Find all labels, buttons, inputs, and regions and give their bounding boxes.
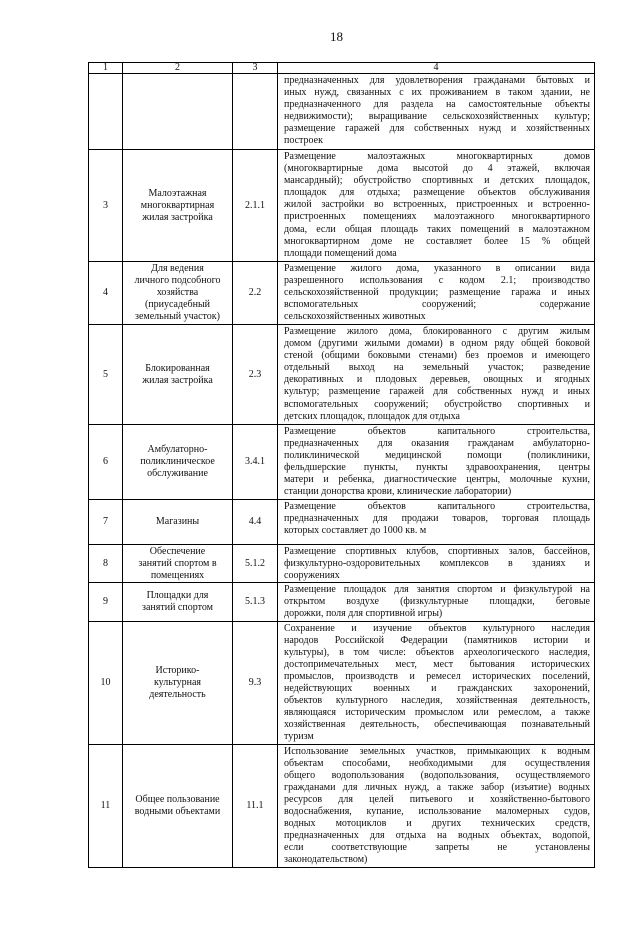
description-line: предназначенного для раздела на самостоятельные объекты [284,99,590,111]
row-number: 7 [89,500,123,545]
land-use-name-line: деятельность [149,688,206,700]
land-use-name-line: Историко- [155,664,200,676]
table-header-row [89,63,595,74]
description-line: Сохранение и изучение объектов культурного наследия [284,622,590,634]
row-number: 10 [89,621,123,744]
description-line: предназначенных для удовлетворения гражданами бытовых и [284,75,590,86]
row-number: 3 [89,150,123,262]
land-use-name-line: (приусадебный [144,299,211,310]
land-use-name-line: Общее пользование [135,793,220,805]
land-use-name [123,744,233,867]
description-line: дома, если общая площадь таких помещений в малоэтажном [284,223,590,235]
description-line: объектам способами, необходимыми для осуществления [284,757,590,769]
description-line: достопримечательных мест, мест бытования исторических [284,658,590,670]
land-use-description [278,425,595,500]
description-line: Размещение малоэтажных многоквартирных домов [284,151,590,162]
description-line: промыслов, производств и ремесел исторических поселений, [284,670,590,682]
land-use-name-line: Амбулаторно- [147,444,208,455]
description-line: мансардный); обустройство спортивных и детских площадок, [284,175,590,187]
table-row [89,500,595,545]
header-col-1: 1 [89,63,123,74]
land-use-code: 3.4.1 [233,425,278,500]
land-use-name-line: хозяйства [156,287,199,298]
land-use-code: 5.1.2 [233,545,278,583]
description-line: предназначенных для продажи товаров, торговая площадь [284,513,590,525]
description-line: дорожки, поля для спортивной игры) [284,608,443,620]
description-line: физкультурно-оздоровительных комплексов в зданиях и [284,558,590,570]
land-use-name-line: Для ведения [151,263,204,274]
land-use-name-line: Блокированная [145,362,210,374]
description-line: культур; размещение гаражей для собственных нужд и иных [284,386,590,398]
land-use-name-line: Обеспечение [149,545,206,557]
description-line: стеной (общими боковыми стенами) без проемов и имеющего [284,350,590,362]
description-line: пристроенных помещениях малоэтажного многоквартирного [284,211,590,223]
description-line: размещение гаражей для собственных нужд и хозяйственных [284,123,590,135]
land-use-name [123,262,233,325]
description-line: станции донорства крови, клинические лаборатории) [284,486,512,498]
description-line: поликлинической медицинской помощи (поликлиники, [284,450,590,462]
land-use-name [123,150,233,262]
description-line: предназначенных для отдыха на водных объектах, водопой, [284,830,590,842]
row-number [89,74,123,150]
description-line: ресурсов для целей питьевого и хозяйственно-бытового [284,793,590,805]
description-line: законодательством) [284,854,368,866]
description-line: недействующих военных и гражданских захоронений, [284,683,590,695]
land-use-description [278,621,595,744]
description-line: Размещение жилого дома, указанного в описании вида [284,263,590,274]
table-row [89,545,595,583]
row-number: 11 [89,744,123,867]
description-line: туризм [284,731,314,743]
description-line: водных мотоциклов и других технических средств, [284,818,590,830]
land-use-description [278,500,595,545]
description-line: хозяйственная деятельность, обеспечивающая познавательный [284,719,590,731]
description-line: являющаяся историческим промыслом или ремеслом, а также [284,707,590,719]
header-col-3: 3 [233,63,278,74]
table-row [89,325,595,425]
land-use-name-line: Магазины [155,516,200,527]
land-use-code: 4.4 [233,500,278,545]
land-use-name-line: водными объектами [134,805,221,817]
land-use-description [278,583,595,621]
land-use-name-line: жилая застройка [142,211,213,223]
land-use-name [123,621,233,744]
land-use-code: 9.3 [233,621,278,744]
description-line: если соответствующие запреты не установлены [284,842,590,854]
land-use-table [88,62,595,868]
description-line: общего водопользования (водопользования, осуществляемого [284,769,590,781]
description-line: (многоквартирные дома высотой до 4 этажей, включая [284,163,590,175]
land-use-name-line: многоквартирная [140,199,215,211]
description-line: домом (другими жилыми домами) в одном ряду общей боковой [284,338,590,350]
land-use-description [278,325,595,425]
land-use-code: 2.1.1 [233,150,278,262]
description-line: объектов культурного наследия, хозяйственная деятельность, [284,695,590,707]
description-line: вспомогательных сооружений; содержание [284,299,590,311]
row-number: 6 [89,425,123,500]
land-use-description [278,744,595,867]
table-row [89,425,595,500]
land-use-name-line: культурная [153,676,202,688]
table-row [89,74,595,150]
page-number: 18 [330,29,343,44]
land-use-code: 11.1 [233,744,278,867]
land-use-name-line: занятий спортом [142,601,213,613]
description-line: предназначенных для оказания гражданам амбулаторно- [284,438,590,450]
description-line: построек [284,135,323,147]
land-use-name [123,425,233,500]
land-use-name [123,583,233,621]
description-line: вспомогательных сооружений; обустройство спортивных и [284,398,590,410]
land-use-name [123,500,233,545]
description-line: гражданами для личных нужд, а также забор (изъятие) водных [284,781,590,793]
row-number: 8 [89,545,123,583]
land-use-description [278,74,595,150]
land-use-name [123,545,233,583]
description-line: фельдшерские пункты, пункты здравоохранения, центры [284,462,590,474]
description-line: которых составляет до 1000 кв. м [284,525,427,537]
row-number: 9 [89,583,123,621]
land-use-name-line: земельный участок) [135,311,220,322]
description-line: сельскохозяйственных животных [284,311,426,323]
land-use-description [278,545,595,583]
description-line: Использование земельных участков, примыкающих к водным [284,745,590,757]
description-line: недвижимости); выращивание сельскохозяйственных культур; [284,111,590,123]
description-line: жилой застройки во встроенных, пристроенных и встроенно- [284,199,590,211]
land-use-description [278,150,595,262]
description-line: площадок для отдыха; размещение объектов обслуживания [284,187,590,199]
land-use-name-line: личного подсобного [134,275,221,286]
description-line: площади помещений дома [284,247,397,259]
description-line: декоративных и плодовых деревьев, овощных и ягодных [284,374,590,386]
land-use-name-line: занятий спортом в [138,557,217,569]
description-line: детских площадок, площадок для отдыха [284,410,460,422]
description-line: иных нужд, связанных с их проживанием в таком здании, не [284,87,590,99]
description-line: культуры), в том числе: объектов археологического наследия, [284,646,590,658]
land-use-name-line: обслуживание [147,468,208,479]
row-number: 4 [89,262,123,325]
land-use-code: 2.3 [233,325,278,425]
description-line: народов Российской Федерации (памятников истории и [284,634,590,646]
land-use-name-line: жилая застройка [142,374,213,386]
land-use-code: 2.2 [233,262,278,325]
description-line: открытом воздухе (физкультурные площадки, беговые [284,596,590,608]
land-use-code: 5.1.3 [233,583,278,621]
table-row [89,583,595,621]
land-use-description [278,262,595,325]
table-row [89,621,595,744]
description-line: Размещение объектов капитального строительства, [284,501,590,512]
header-col-4: 4 [278,63,595,74]
description-line: многоквартирном доме не составляет более 15 % общей [284,235,590,247]
description-line: матери и ребенка, диагностические центры, молочные кухни, [284,474,590,486]
land-use-code [233,74,278,150]
description-line: сельскохозяйственной продукции; размещение гаража и иных [284,287,590,299]
table-row [89,262,595,325]
header-col-2: 2 [123,63,233,74]
land-use-name-line: помещениях [150,569,205,581]
description-line: Размещение площадок для занятия спортом и физкультурой на [284,584,590,596]
land-use-name [123,74,233,150]
description-line: сооружениях [284,570,340,582]
table-row [89,150,595,262]
land-use-name-line: Площадки для [146,589,209,601]
land-use-name-line: поликлиническое [140,456,215,467]
description-line: Размещение объектов капитального строительства, [284,426,590,437]
description-line: отдельный выход на земельный участок; разведение [284,362,590,374]
description-line: водоснабжения, купание, использование маломерных судов, [284,805,590,817]
land-use-name [123,325,233,425]
table-row [89,744,595,867]
row-number: 5 [89,325,123,425]
description-line: Размещение спортивных клубов, спортивных залов, бассейнов, [284,546,590,557]
land-use-name-line: Малоэтажная [148,187,207,199]
description-line: разрешенного использования с кодом 2.1; производство [284,275,590,287]
description-line: Размещение жилого дома, блокированного с другим жилым [284,326,590,337]
